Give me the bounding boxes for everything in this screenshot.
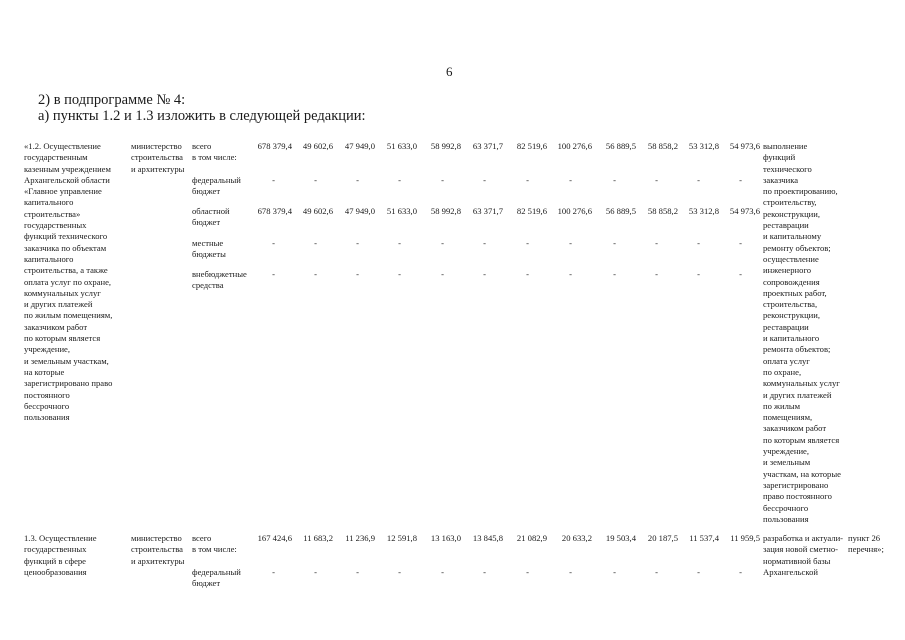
value-cell: 100 276,6: [557, 141, 592, 151]
value-cell: -: [483, 238, 486, 248]
value-cell: -: [356, 175, 359, 185]
row-1-3-reference: пункт 26 перечня»;: [848, 533, 884, 555]
row-1-2-executor: министерство строительства и архитектуры: [131, 141, 185, 174]
value-cell: -: [655, 567, 658, 577]
value-cell: 100 276,6: [557, 206, 592, 216]
value-cell: -: [697, 175, 700, 185]
value-cell: -: [356, 238, 359, 248]
value-cell: 51 633,0: [386, 206, 417, 216]
heading-subprogram: 2) в подпрограмме № 4:: [38, 92, 186, 108]
row-1-2-description: «1.2. Осуществление государственным казенным учреждением Архангельской области «Главное управление капитального строительства» государственных функций технического заказчика по объектам капитального строительства, а также оплата услуг по охране, коммунальных услуг и других платежей по жилым помещениям, заказчиком работ по которым является учреждение, и земельным участкам, на которые зарегистрировано право постоянного бессрочного пользования: [24, 141, 113, 423]
value-cell: -: [441, 567, 444, 577]
value-cell: 63 371,7: [472, 141, 503, 151]
value-cell: 20 633,2: [561, 533, 592, 543]
value-cell: 58 992,8: [430, 141, 461, 151]
value-cell: 678 379,4: [257, 206, 292, 216]
row-1-3-executor: министерство строительства и архитектуры: [131, 533, 185, 566]
value-cell: 13 845,8: [472, 533, 503, 543]
value-cell: 11 236,9: [345, 533, 375, 543]
value-cell: -: [314, 567, 317, 577]
value-cell: -: [613, 238, 616, 248]
value-cell: 58 858,2: [647, 206, 678, 216]
row-1-3-source-total: всего в том числе:: [192, 533, 237, 555]
row-1-2-result: выполнение функций технического заказчика по проектированию, строительству, реконструкции, реставрации и капитальному ремонту объектов; осуществление инженерного сопровождения проектных работ, строительства, реконструкции, реставрации и капитального ремонта объектов; оплата услуг по охране, коммунальных услуг и других платежей по жилым помещениям, заказчиком работ по которым является учреждение, и земельным участкам, на которые зарегистрировано право постоянного бессрочного пользования: [763, 141, 841, 524]
row-1-2-source-regional: областной бюджет: [192, 206, 230, 228]
row-1-3-description: 1.3. Осуществление государственных функций в сфере ценообразования: [24, 533, 97, 577]
value-cell: -: [526, 175, 529, 185]
value-cell: -: [356, 269, 359, 279]
value-cell: -: [356, 567, 359, 577]
value-cell: -: [441, 238, 444, 248]
value-cell: 53 312,8: [688, 141, 719, 151]
value-cell: 54 973,6: [729, 206, 760, 216]
value-cell: -: [398, 269, 401, 279]
value-cell: -: [272, 269, 275, 279]
value-cell: 49 602,6: [302, 141, 333, 151]
value-cell: 56 889,5: [605, 206, 636, 216]
row-1-3-result: разработка и актуали- зация новой сметно- нормативной базы Архангельской: [763, 533, 844, 577]
value-cell: 13 163,0: [430, 533, 461, 543]
value-cell: -: [655, 238, 658, 248]
row-1-2-source-extrabudget: внебюджетные средства: [192, 269, 247, 291]
value-cell: -: [655, 175, 658, 185]
row-1-3-source-federal: федеральный бюджет: [192, 567, 241, 589]
value-cell: 19 503,4: [605, 533, 636, 543]
value-cell: 21 082,9: [516, 533, 547, 543]
value-cell: -: [739, 238, 742, 248]
value-cell: -: [272, 238, 275, 248]
value-cell: 47 949,0: [344, 141, 375, 151]
value-cell: 58 992,8: [430, 206, 461, 216]
value-cell: 11 683,2: [303, 533, 333, 543]
value-cell: -: [483, 567, 486, 577]
value-cell: -: [569, 238, 572, 248]
value-cell: -: [441, 175, 444, 185]
value-cell: 11 959,5: [730, 533, 760, 543]
value-cell: 63 371,7: [472, 206, 503, 216]
value-cell: -: [272, 175, 275, 185]
value-cell: 49 602,6: [302, 206, 333, 216]
value-cell: 47 949,0: [344, 206, 375, 216]
value-cell: -: [398, 567, 401, 577]
value-cell: -: [697, 238, 700, 248]
row-1-2-source-federal: федеральный бюджет: [192, 175, 241, 197]
value-cell: -: [613, 567, 616, 577]
value-cell: 82 519,6: [516, 206, 547, 216]
value-cell: -: [526, 567, 529, 577]
value-cell: 167 424,6: [257, 533, 292, 543]
value-cell: 51 633,0: [386, 141, 417, 151]
value-cell: -: [739, 175, 742, 185]
value-cell: -: [398, 175, 401, 185]
value-cell: -: [613, 269, 616, 279]
value-cell: -: [314, 238, 317, 248]
value-cell: -: [739, 567, 742, 577]
value-cell: 58 858,2: [647, 141, 678, 151]
heading-instruction: а) пункты 1.2 и 1.3 изложить в следующей редакции:: [38, 108, 366, 124]
value-cell: -: [613, 175, 616, 185]
value-cell: -: [314, 175, 317, 185]
value-cell: -: [272, 567, 275, 577]
value-cell: -: [569, 567, 572, 577]
value-cell: -: [526, 238, 529, 248]
row-1-2-source-total: всего в том числе:: [192, 141, 237, 163]
value-cell: 20 187,5: [647, 533, 678, 543]
value-cell: -: [483, 175, 486, 185]
value-cell: 678 379,4: [257, 141, 292, 151]
value-cell: -: [441, 269, 444, 279]
value-cell: 11 537,4: [689, 533, 719, 543]
page-number: 6: [446, 64, 453, 79]
value-cell: -: [483, 269, 486, 279]
value-cell: 56 889,5: [605, 141, 636, 151]
row-1-2-source-local: местные бюджеты: [192, 238, 226, 260]
value-cell: -: [398, 238, 401, 248]
value-cell: -: [739, 269, 742, 279]
value-cell: -: [569, 175, 572, 185]
value-cell: 82 519,6: [516, 141, 547, 151]
value-cell: 53 312,8: [688, 206, 719, 216]
value-cell: -: [314, 269, 317, 279]
value-cell: 54 973,6: [729, 141, 760, 151]
value-cell: -: [655, 269, 658, 279]
value-cell: -: [697, 567, 700, 577]
value-cell: 12 591,8: [386, 533, 417, 543]
value-cell: -: [697, 269, 700, 279]
value-cell: -: [526, 269, 529, 279]
value-cell: -: [569, 269, 572, 279]
